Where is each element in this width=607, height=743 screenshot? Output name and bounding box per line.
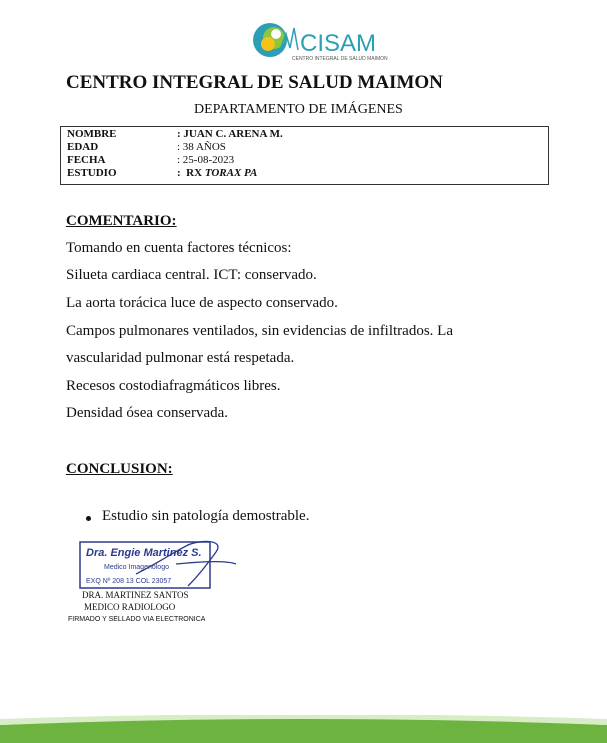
comentario-line: La aorta torácica luce de aspecto conservado. <box>66 295 338 311</box>
comentario-line: Densidad ósea conservada. <box>66 405 229 421</box>
comentario-title: COMENTARIO: <box>66 213 177 229</box>
logo-text: CISAM <box>300 30 377 57</box>
comentario-line: Campos pulmonares ventilados, sin evidencias de infiltrados. La <box>66 323 453 339</box>
comentario-line: vascularidad pulmonar está respetada. <box>66 350 295 366</box>
study-label: ESTUDIO <box>67 167 117 179</box>
study-prefix: : RX <box>177 167 205 179</box>
stamp-name: Dra. Engie Martinez S. <box>86 547 202 559</box>
comentario-line: Silueta cardiaca central. ICT: conservado. <box>66 267 317 283</box>
name-value: : JUAN C. ARENA M. <box>177 128 283 140</box>
organization-title: CENTRO INTEGRAL DE SALUD MAIMON <box>66 72 443 93</box>
patient-info-box <box>60 126 549 185</box>
date-label: FECHA <box>67 154 106 166</box>
logo-subtitle: CENTRO INTEGRAL DE SALUD MAIMON <box>292 56 388 62</box>
name-label: NOMBRE <box>67 128 117 140</box>
conclusion-item: Estudio sin patología demostrable. <box>102 508 310 524</box>
footer-wave <box>0 715 607 743</box>
bullet-icon <box>86 516 91 521</box>
department-title: DEPARTAMENTO DE IMÁGENES <box>194 102 403 117</box>
age-label: EDAD <box>67 141 99 153</box>
stamp-role: Medico Imagenologo <box>104 564 169 571</box>
age-value: : 38 AÑOS <box>177 141 226 153</box>
stamp-id: EXQ Nº 208 13 COL 23057 <box>86 578 172 585</box>
doctor-role: MEDICO RADIOLOGO <box>84 602 176 612</box>
comentario-line: Tomando en cuenta factores técnicos: <box>66 240 292 256</box>
study-value: TORAX PA <box>204 167 258 179</box>
comentario-line: Recesos costodiafragmáticos libres. <box>66 378 281 394</box>
conclusion-title: CONCLUSION: <box>66 461 173 477</box>
signature-note: FIRMADO Y SELLADO VIA ELECTRONICA <box>68 616 206 623</box>
doctor-name: DRA. MARTINEZ SANTOS <box>82 590 189 600</box>
signature-stamp <box>76 534 246 592</box>
date-value: : 25-08-2023 <box>177 154 235 166</box>
study-value-wrap <box>177 167 257 180</box>
